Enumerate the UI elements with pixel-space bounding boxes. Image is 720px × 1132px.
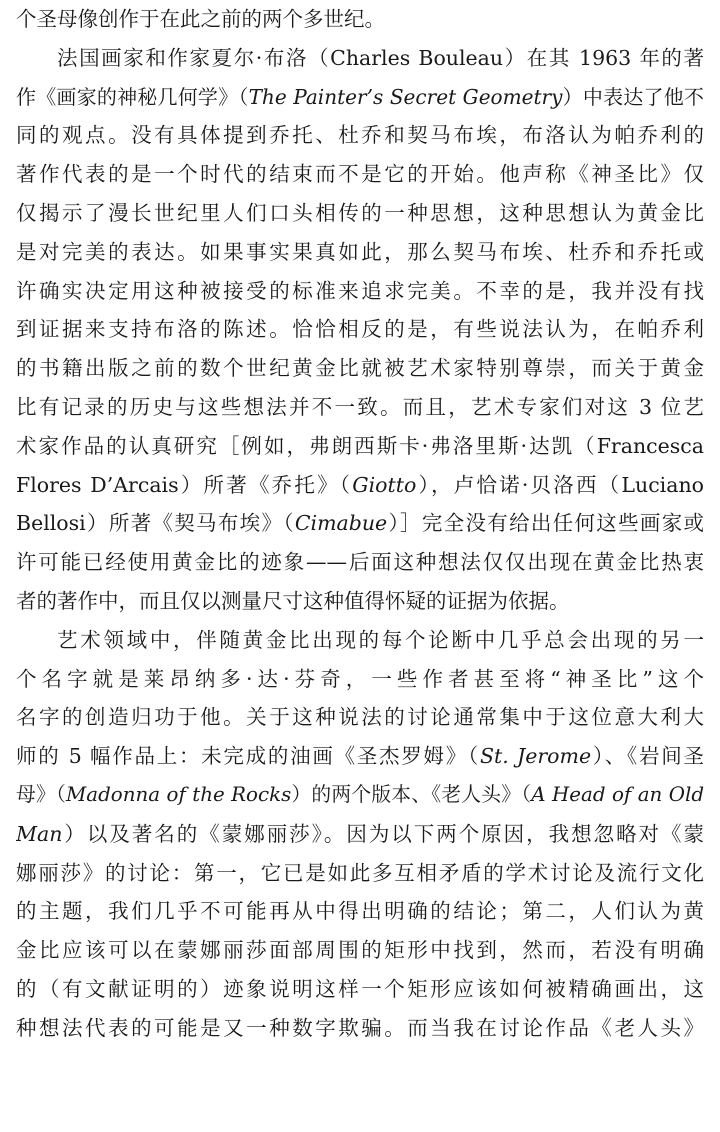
text-line [16,815,704,854]
text-line [16,892,704,931]
text-segment: 艺术领域中，伴随黄金比出现的每个论断中几乎总会出现的另一 [57,627,704,652]
text-segment: 是对完美的表达。如果事实果真如此，那么契马布埃、杜乔和乔托或 [16,239,704,264]
italic-title: Cimabue [294,511,388,536]
italic-title: A Head of an Old [531,782,704,806]
text-segment: Flores D’Arcais）所著《乔托》（ [16,472,353,497]
italic-title: The Painter’s Secret Geometry [248,84,563,109]
text-segment: 娜丽莎》的讨论：第一，它已是如此多互相矛盾的学术讨论及流行文化 [16,860,704,885]
text-segment: ）的两个版本、《老人头》（ [291,782,532,806]
text-line [16,621,704,660]
text-line [16,660,704,699]
text-segment: ）］完全没有给出任何这些画家或 [387,511,704,536]
text-segment: 种想法代表的可能是又一种数字欺骗。而当我在讨论作品《老人头》 [16,1015,704,1040]
text-segment: 名字的创造归功于他。关于这种说法的讨论通常集中于这位意大利大 [16,705,704,730]
text-segment: 的（有文献证明的）迹象说明这样一个矩形应该如何被精确画出，这 [16,976,704,1001]
text-segment: 著作代表的是一个时代的结束而不是它的开始。他声称《神圣比》仅 [16,162,704,187]
text-segment: 法国画家和作家夏尔·布洛（Charles Bouleau）在其 1963 年的著 [57,45,704,70]
text-line [16,349,704,388]
text-segment: 到证据来支持布洛的陈述。恰恰相反的是，有些说法认为，在帕乔利 [16,317,704,342]
text-line [16,931,704,970]
text-line [16,233,704,272]
text-line [16,155,704,194]
text-segment: 的主题，我们几乎不可能再从中得出明确的结论；第二，人们认为黄 [16,899,704,924]
italic-title: St. Jerome [479,744,592,769]
text-segment: 母》（ [16,782,67,806]
text-line [16,78,704,117]
text-line [16,1009,704,1048]
text-segment: 金比应该可以在蒙娜丽莎面部周围的矩形中找到，然而，若没有明确 [16,938,704,963]
document-page [16,0,704,1132]
italic-title: Man [16,821,63,846]
italic-title: Madonna of the Rocks [66,782,292,806]
italic-title: Giotto [352,472,417,497]
text-segment: 许可能已经使用黄金比的迹象——后面这种想法仅仅出现在黄金比热衷 [16,550,704,575]
text-segment: 者的著作中，而且仅以测量尺寸这种值得怀疑的证据为依据。 [16,588,570,613]
text-segment: 许确实决定用这种被接受的标准来追求完美。不幸的是，我并没有找 [16,278,704,303]
text-line [16,388,704,427]
text-line [16,543,704,582]
text-line [16,970,704,1009]
text-segment: 同的观点。没有具体提到乔托、杜乔和契马布埃，布洛认为帕乔利的 [16,123,704,148]
text-line [16,854,704,893]
text-segment: 仅揭示了漫长世纪里人们口头相传的一种思想，这种思想认为黄金比 [16,200,704,225]
text-line [16,310,704,349]
text-segment: 个名字就是莱昂纳多·达·芬奇，一些作者甚至将“神圣比”这个 [16,666,704,691]
text-segment: 师的 5 幅作品上：未完成的油画《圣杰罗姆》（ [16,744,480,769]
text-segment: 个圣母像创作于在此之前的两个多世纪。 [16,7,385,31]
text-segment: Bellosi）所著《契马布埃》（ [16,511,295,536]
text-line [16,504,704,543]
text-line [16,737,704,776]
text-line [16,466,704,505]
text-segment: ），卢恰诺·贝洛西（Luciano [416,472,704,497]
text-line [16,272,704,311]
text-segment: ）、《岩间圣 [591,744,704,769]
text-line [16,194,704,233]
text-segment: 作《画家的神秘几何学》（ [16,84,249,109]
text-segment: 术家作品的认真研究［例如，弗朗西斯卡·弗洛里斯·达凯（Francesca [16,433,704,458]
text-segment: ）中表达了他不 [562,84,704,109]
text-line [16,776,704,815]
text-segment: 比有记录的历史与这些想法并不一致。而且，艺术专家们对这 3 位艺 [16,394,704,419]
text-line [16,116,704,155]
text-line [16,0,704,39]
text-line [16,698,704,737]
text-line [16,582,704,621]
text-line [16,427,704,466]
text-line [16,39,704,78]
text-segment: ）以及著名的《蒙娜丽莎》。因为以下两个原因，我想忽略对《蒙 [62,821,704,846]
text-segment: 的书籍出版之前的数个世纪黄金比就被艺术家特别尊崇，而关于黄金 [16,356,704,381]
